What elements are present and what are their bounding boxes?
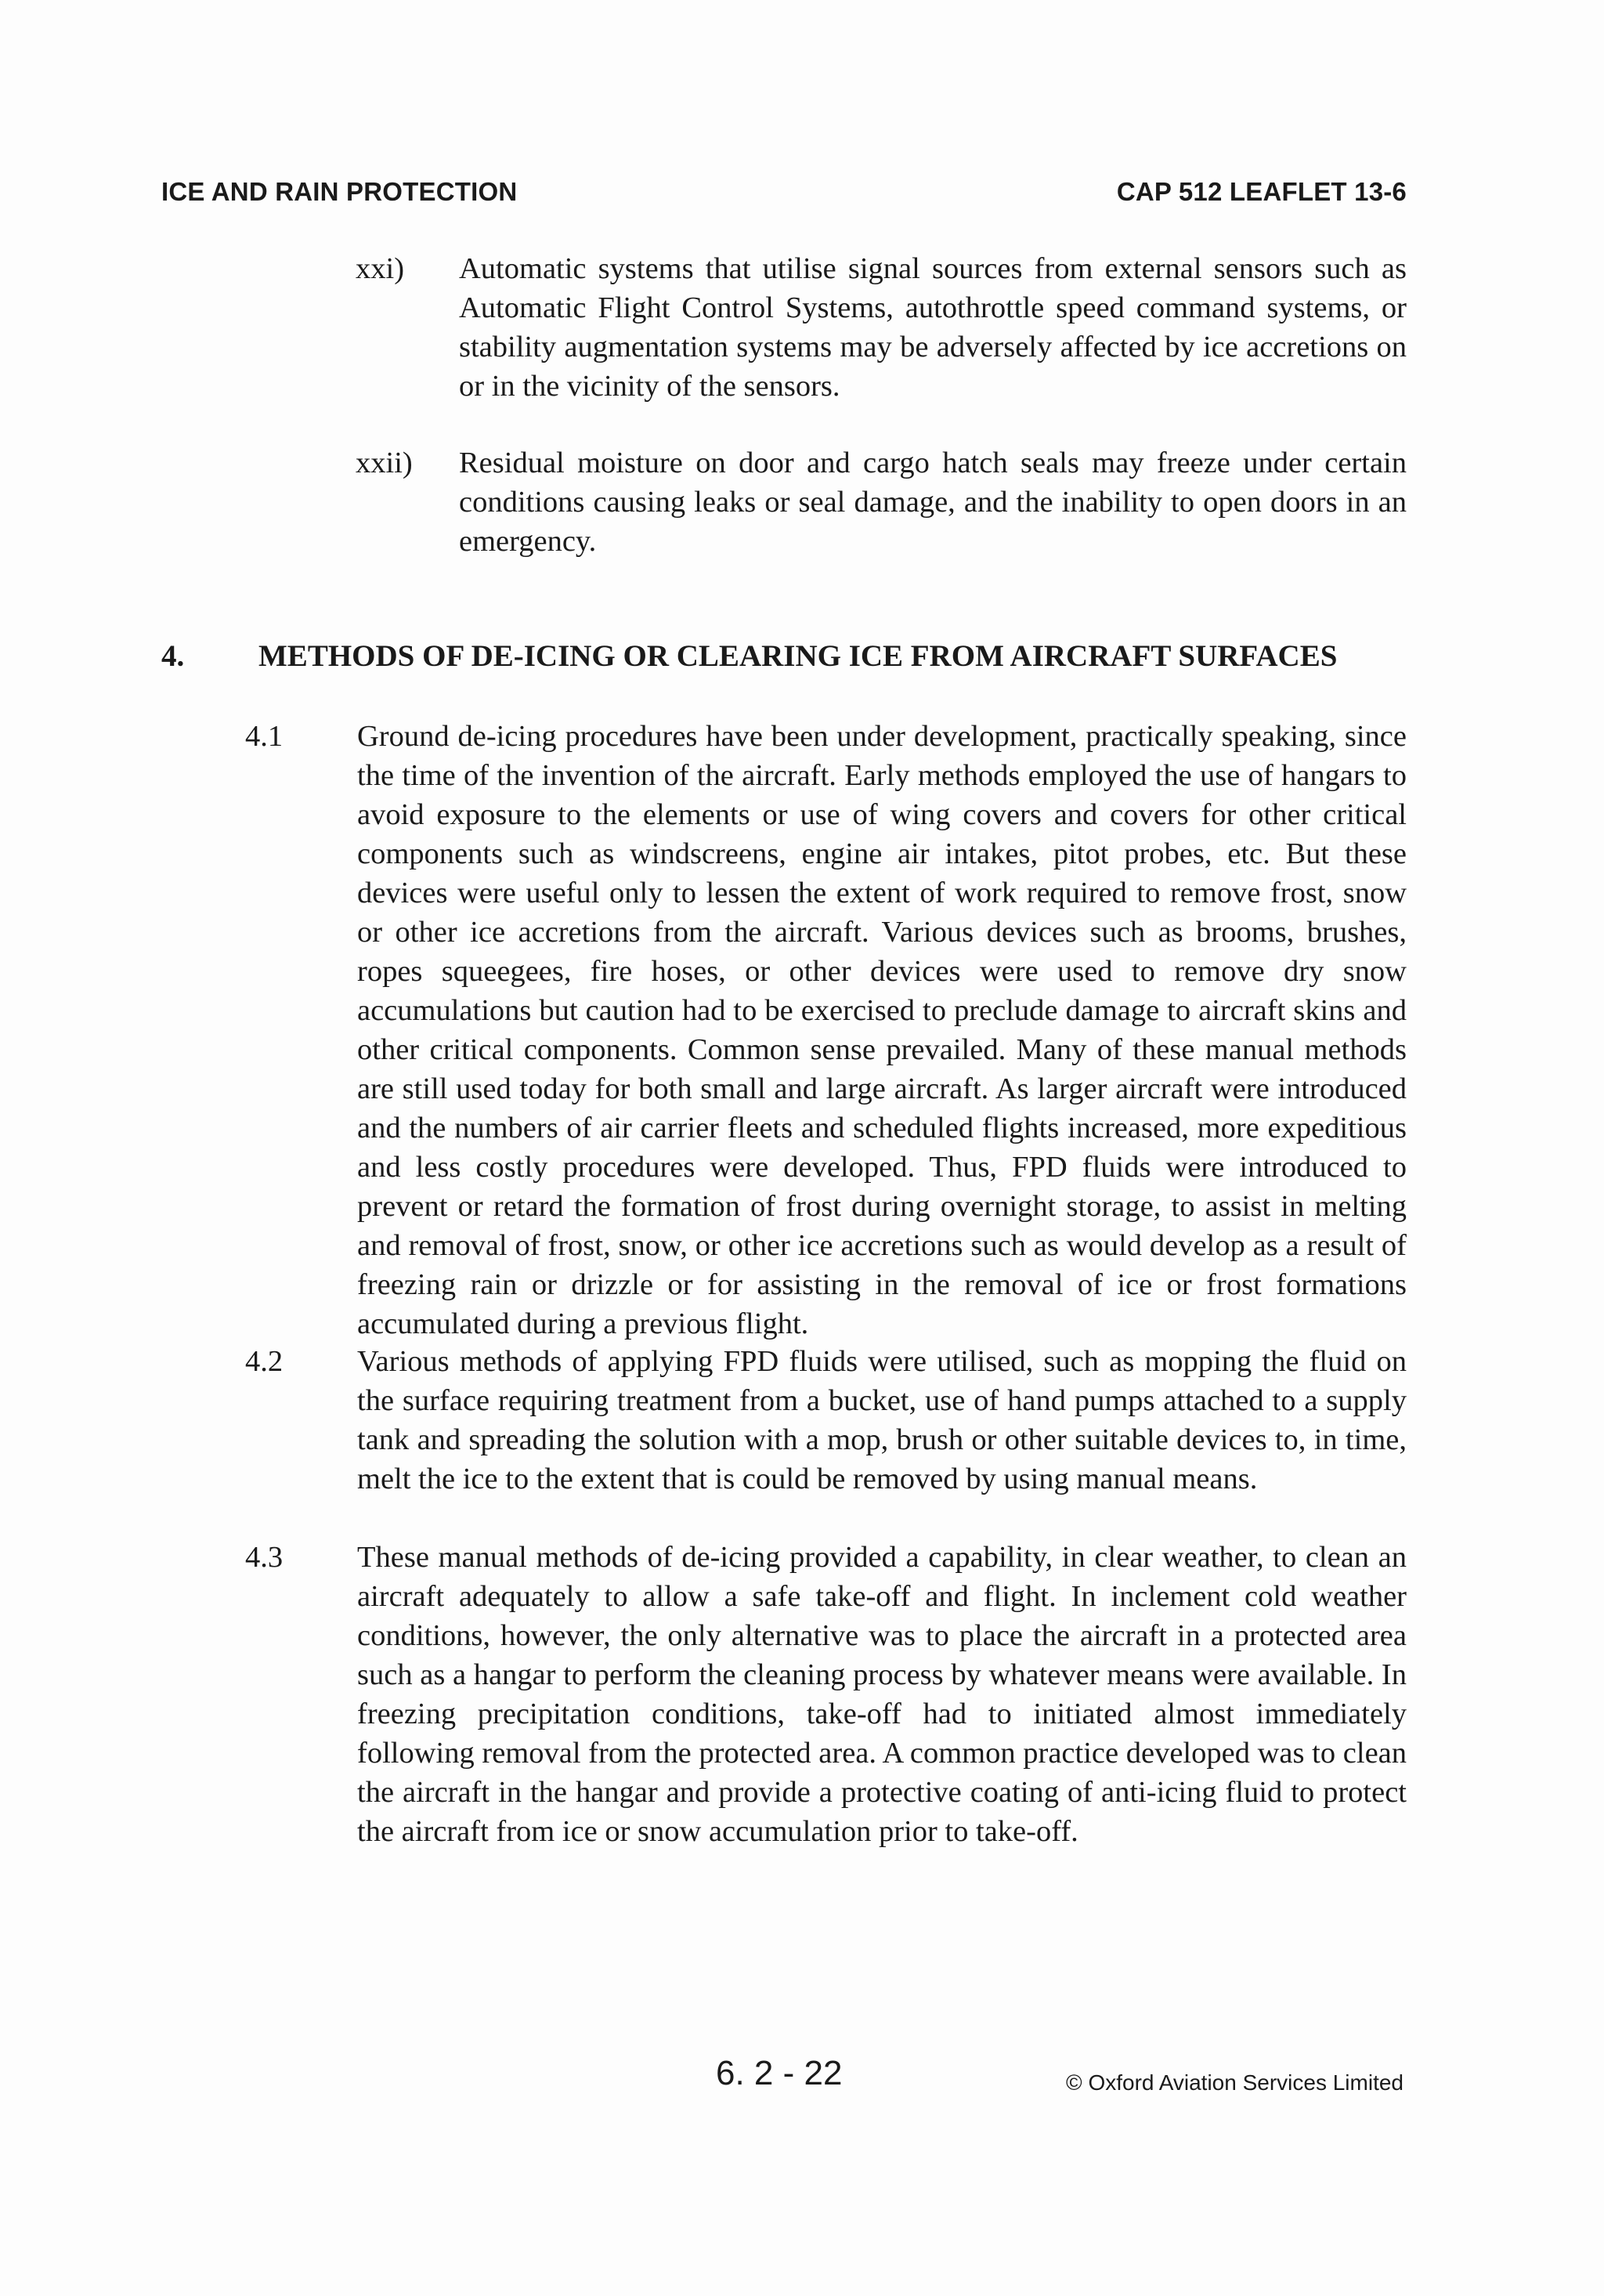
paragraph-text: Various methods of applying FPD fluids were utilised, such as mopping the fluid on the surface requiring treatment from a bucket, use of hand pumps attached to a supply tank and spreading the solution with a mop, brush or other suitable devices to, in time, melt the ice to the extent that is could be removed by using manual means. <box>357 1345 1407 1495</box>
list-item-text: Residual moisture on door and cargo hatch seals may freeze under certain conditions causing leaks or seal damage, and the inability to open doors in an emergency. <box>459 447 1407 558</box>
paragraph-text: These manual methods of de-icing provided a capability, in clear weather, to clean an aircraft adequately to allow a safe take-off and flight. In inclement cold weather conditions, however, the only alternative was to place the aircraft in a protected area such as a hangar to perform the cleaning process by whatever means were available. In freezing precipitation conditions, take-off had to initiated almost immediately following removal from the protected area. A common practice developed was to clean the aircraft in the hangar and provide a protective coating of anti-icing fluid to protect the aircraft from ice or snow accumulation prior to take-off. <box>357 1541 1407 1848</box>
paragraph-number: 4.2 <box>245 1345 284 1378</box>
header-section-title: ICE AND RAIN PROTECTION <box>161 177 518 206</box>
paragraph-text: Ground de-icing procedures have been under development, practically speaking, since the time of the invention of the aircraft. Early methods employed the use of hangars to avoid exposure to the elements or use of wing covers and covers for other critical components such as windscreens, engine air intakes, pitot probes, etc. But these devices were useful only to lessen the extent of work required to remove frost, snow or other ice accretions from the aircraft. Various devices such as brooms, brushes, ropes squeegees, fire hoses, or other devices were used to remove dry snow accumulations but caution had to be exercised to preclude damage to aircraft skins and other critical components. Common sense prevailed. Many of these manual methods are still used today for both small and large aircraft. As larger aircraft were introduced and the numbers of air carrier fleets and scheduled flights increased, more expeditious and less costly procedures were developed. Thus, FPD fluids were introduced to prevent or retard the formation of frost during overnight storage, to assist in melting and removal of frost, snow, or other ice accretions such as would develop as a result of freezing rain or drizzle or for assisting in the removal of ice or frost formations accumulated during a previous flight. <box>357 720 1407 1340</box>
header-leaflet-ref: CAP 512 LEAFLET 13-6 <box>1116 177 1407 206</box>
section-number: 4. <box>161 639 185 673</box>
paragraph-number: 4.3 <box>245 1541 284 1574</box>
list-item-text: Automatic systems that utilise signal sources from external sensors such as Automatic Flight Control Systems, autothrottle speed command systems, or stability augmentation systems may be adversely affected by ice accretions on or in the vicinity of the sensors. <box>459 252 1407 403</box>
footer-copyright: © Oxford Aviation Services Limited <box>1066 2070 1404 2095</box>
list-item-number: xxii) <box>356 447 413 479</box>
section-heading: METHODS OF DE-ICING OR CLEARING ICE FROM AIRCRAFT SURFACES <box>258 639 1338 673</box>
list-item-number: xxi) <box>356 252 405 285</box>
paragraph-number: 4.1 <box>245 720 284 753</box>
footer-page-number: 6. 2 - 22 <box>716 2054 843 2092</box>
